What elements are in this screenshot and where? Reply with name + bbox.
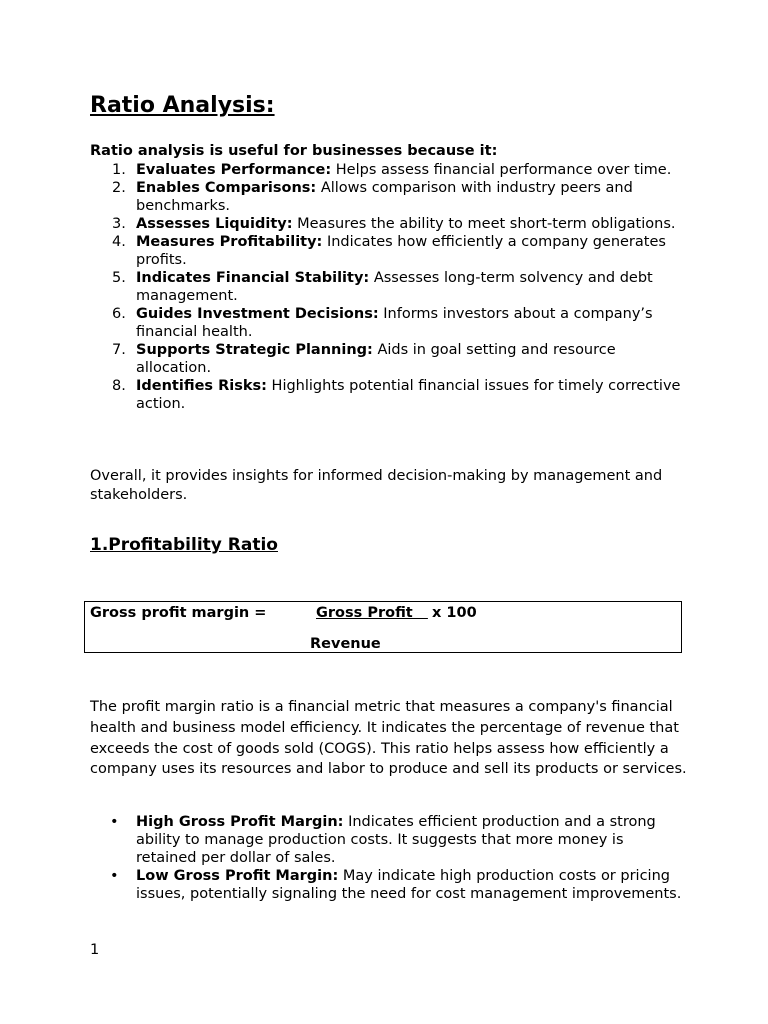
list-item-desc: Measures the ability to meet short-term obligations. xyxy=(297,216,676,232)
document-title: Ratio Analysis: xyxy=(90,93,275,118)
list-item-desc: Informs investors about a company’s financial health. xyxy=(136,306,653,340)
list-item xyxy=(90,179,690,215)
list-item xyxy=(90,341,690,377)
list-item xyxy=(90,867,690,903)
list-item-desc: Indicates how efficiently a company generates profits. xyxy=(136,234,666,268)
margin-bullets xyxy=(90,813,690,903)
list-item xyxy=(90,215,690,233)
formula-numerator: Gross Profit xyxy=(316,605,428,621)
list-item-number: 3. xyxy=(112,216,126,232)
bullet-term: High Gross Profit Margin: xyxy=(136,814,344,830)
list-item xyxy=(90,377,690,413)
list-item-desc: Allows comparison with industry peers and benchmarks. xyxy=(136,180,633,214)
list-item xyxy=(90,233,690,269)
bullet-icon: • xyxy=(110,868,119,884)
list-item-number: 8. xyxy=(112,378,126,394)
list-item-term: Indicates Financial Stability: xyxy=(136,270,370,286)
bullet-desc: Indicates efficient production and a strong ability to manage production costs. It suggests that more money is retained per dollar of sales. xyxy=(136,814,656,866)
list-item xyxy=(90,813,690,867)
list-item-number: 6. xyxy=(112,306,126,322)
list-item-number: 4. xyxy=(112,234,126,250)
list-item xyxy=(90,161,690,179)
list-item-desc: Aids in goal setting and resource allocation. xyxy=(136,342,616,376)
bullet-desc: May indicate high production costs or pricing issues, potentially signaling the need for cost management improvements. xyxy=(136,868,682,902)
bullet-icon: • xyxy=(110,814,119,830)
list-item-term: Guides Investment Decisions: xyxy=(136,306,379,322)
bullet-term: Low Gross Profit Margin: xyxy=(136,868,339,884)
list-item-term: Measures Profitability: xyxy=(136,234,323,250)
formula-box xyxy=(84,601,682,653)
page-number: 1 xyxy=(90,942,100,958)
list-item-number: 1. xyxy=(112,162,126,178)
list-item-desc: Helps assess financial performance over time. xyxy=(335,162,672,178)
intro-text: Ratio analysis is useful for businesses because it: xyxy=(90,143,498,159)
formula-denominator: Revenue xyxy=(310,636,381,652)
list-item-term: Evaluates Performance: xyxy=(136,162,332,178)
list-item-term: Assesses Liquidity: xyxy=(136,216,293,232)
list-item-term: Identifies Risks: xyxy=(136,378,267,394)
list-item-number: 2. xyxy=(112,180,126,196)
list-item-number: 7. xyxy=(112,342,126,358)
list-item-term: Enables Comparisons: xyxy=(136,180,317,196)
overall-text: Overall, it provides insights for informed decision-making by management and stakeholders. xyxy=(90,468,663,503)
body-paragraph: The profit margin ratio is a financial metric that measures a company's financial health and business model efficiency. It indicates the percentage of revenue that exceeds the cost of goods sold (COGS). This ratio helps assess how efficiently a company uses its resources and labor to produce and sell its products or services. xyxy=(90,699,687,778)
formula-multiplier: x 100 xyxy=(432,605,477,621)
list-item-desc: Assesses long-term solvency and debt management. xyxy=(136,270,653,304)
list-item-term: Supports Strategic Planning: xyxy=(136,342,373,358)
list-item-desc: Highlights potential financial issues for timely corrective action. xyxy=(136,378,681,412)
benefits-list xyxy=(90,161,690,413)
list-item xyxy=(90,305,690,341)
section-heading: 1.Profitability Ratio xyxy=(90,535,278,555)
list-item-number: 5. xyxy=(112,270,126,286)
list-item xyxy=(90,269,690,305)
formula-label: Gross profit margin = xyxy=(90,605,267,621)
